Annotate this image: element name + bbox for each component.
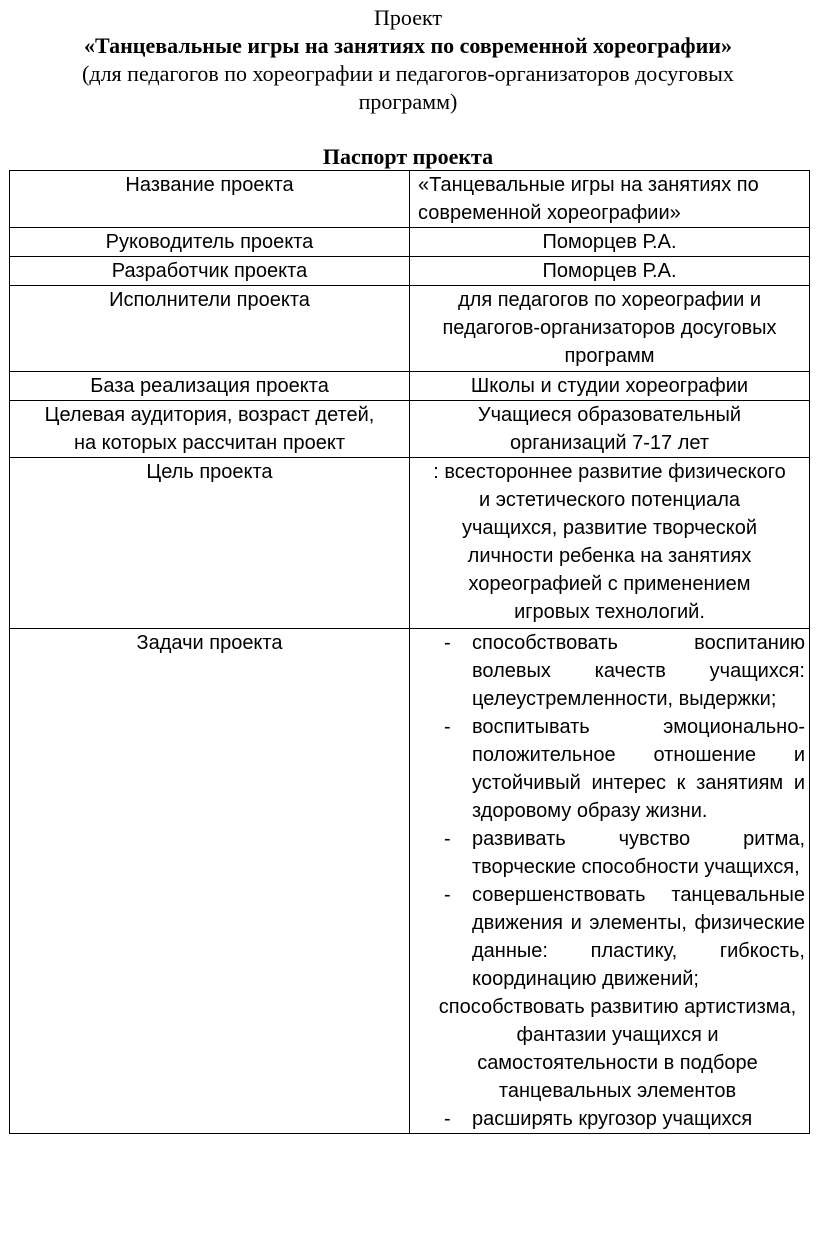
tasks-cell [410, 629, 810, 1134]
row-label: Разработчик проекта [10, 257, 410, 286]
tasks-list [410, 629, 809, 1133]
subtitle-line-1: (для педагогов по хореографии и педагогов-организаторов досуговых [82, 61, 734, 86]
row-value: Учащиеся образовательный организаций 7-17 лет [410, 401, 810, 458]
doc-kind: Проект [374, 5, 442, 30]
row-value: Поморцев Р.А. [410, 228, 810, 257]
table-row [10, 629, 810, 1134]
table-row [10, 286, 810, 372]
row-value: «Танцевальные игры на занятиях по современной хореографии» [410, 171, 810, 228]
subtitle-line-2: программ) [358, 89, 458, 114]
row-value: Поморцев Р.А. [410, 257, 810, 286]
list-item: - расширять кругозор учащихся [444, 1108, 753, 1130]
table-row [10, 372, 810, 401]
passport-title: Паспорт проекта [322, 144, 494, 169]
list-item: способствовать развитию артистизма, фантазии учащихся и самостоятельности в подборе танцевальных элементов [438, 996, 797, 1102]
list-item: - развивать чувство ритма, творческие способности учащихся, [444, 828, 805, 878]
row-value: Школы и студии хореографии [410, 372, 810, 401]
row-label: Задачи проекта [10, 629, 410, 1134]
row-label: Руководитель проекта [10, 228, 410, 257]
row-label: Название проекта [10, 171, 410, 228]
list-item: - способствовать воспитанию волевых качеств учащихся: целеустремленности, выдержки; [444, 632, 805, 710]
row-label: База реализация проекта [10, 372, 410, 401]
row-label: Исполнители проекта [10, 286, 410, 372]
table-row [10, 228, 810, 257]
list-item: - совершенствовать танцевальные движения и элементы, физические данные: пластику, гибкость, координацию движений; [444, 884, 805, 990]
table-row [10, 171, 810, 228]
list-item: - воспитывать эмоционально-положительное отношение и устойчивый интерес к занятиям и здоровому образу жизни. [444, 716, 805, 822]
table-row [10, 401, 810, 458]
row-value: для педагогов по хореографии и педагогов-организаторов досуговых программ [410, 286, 810, 372]
passport-table [9, 170, 810, 1134]
row-label: Цель проекта [10, 458, 410, 629]
row-label: Целевая аудитория, возраст детей, на которых рассчитан проект [10, 401, 410, 458]
project-title: «Танцевальные игры на занятиях по современной хореографии» [84, 33, 732, 58]
table-row [10, 257, 810, 286]
row-value: : всестороннее развитие физического и эстетического потенциала учащихся, развитие творческой личности ребенка на занятиях хореографией с применением игровых технологий. [410, 458, 810, 629]
table-row [10, 458, 810, 629]
